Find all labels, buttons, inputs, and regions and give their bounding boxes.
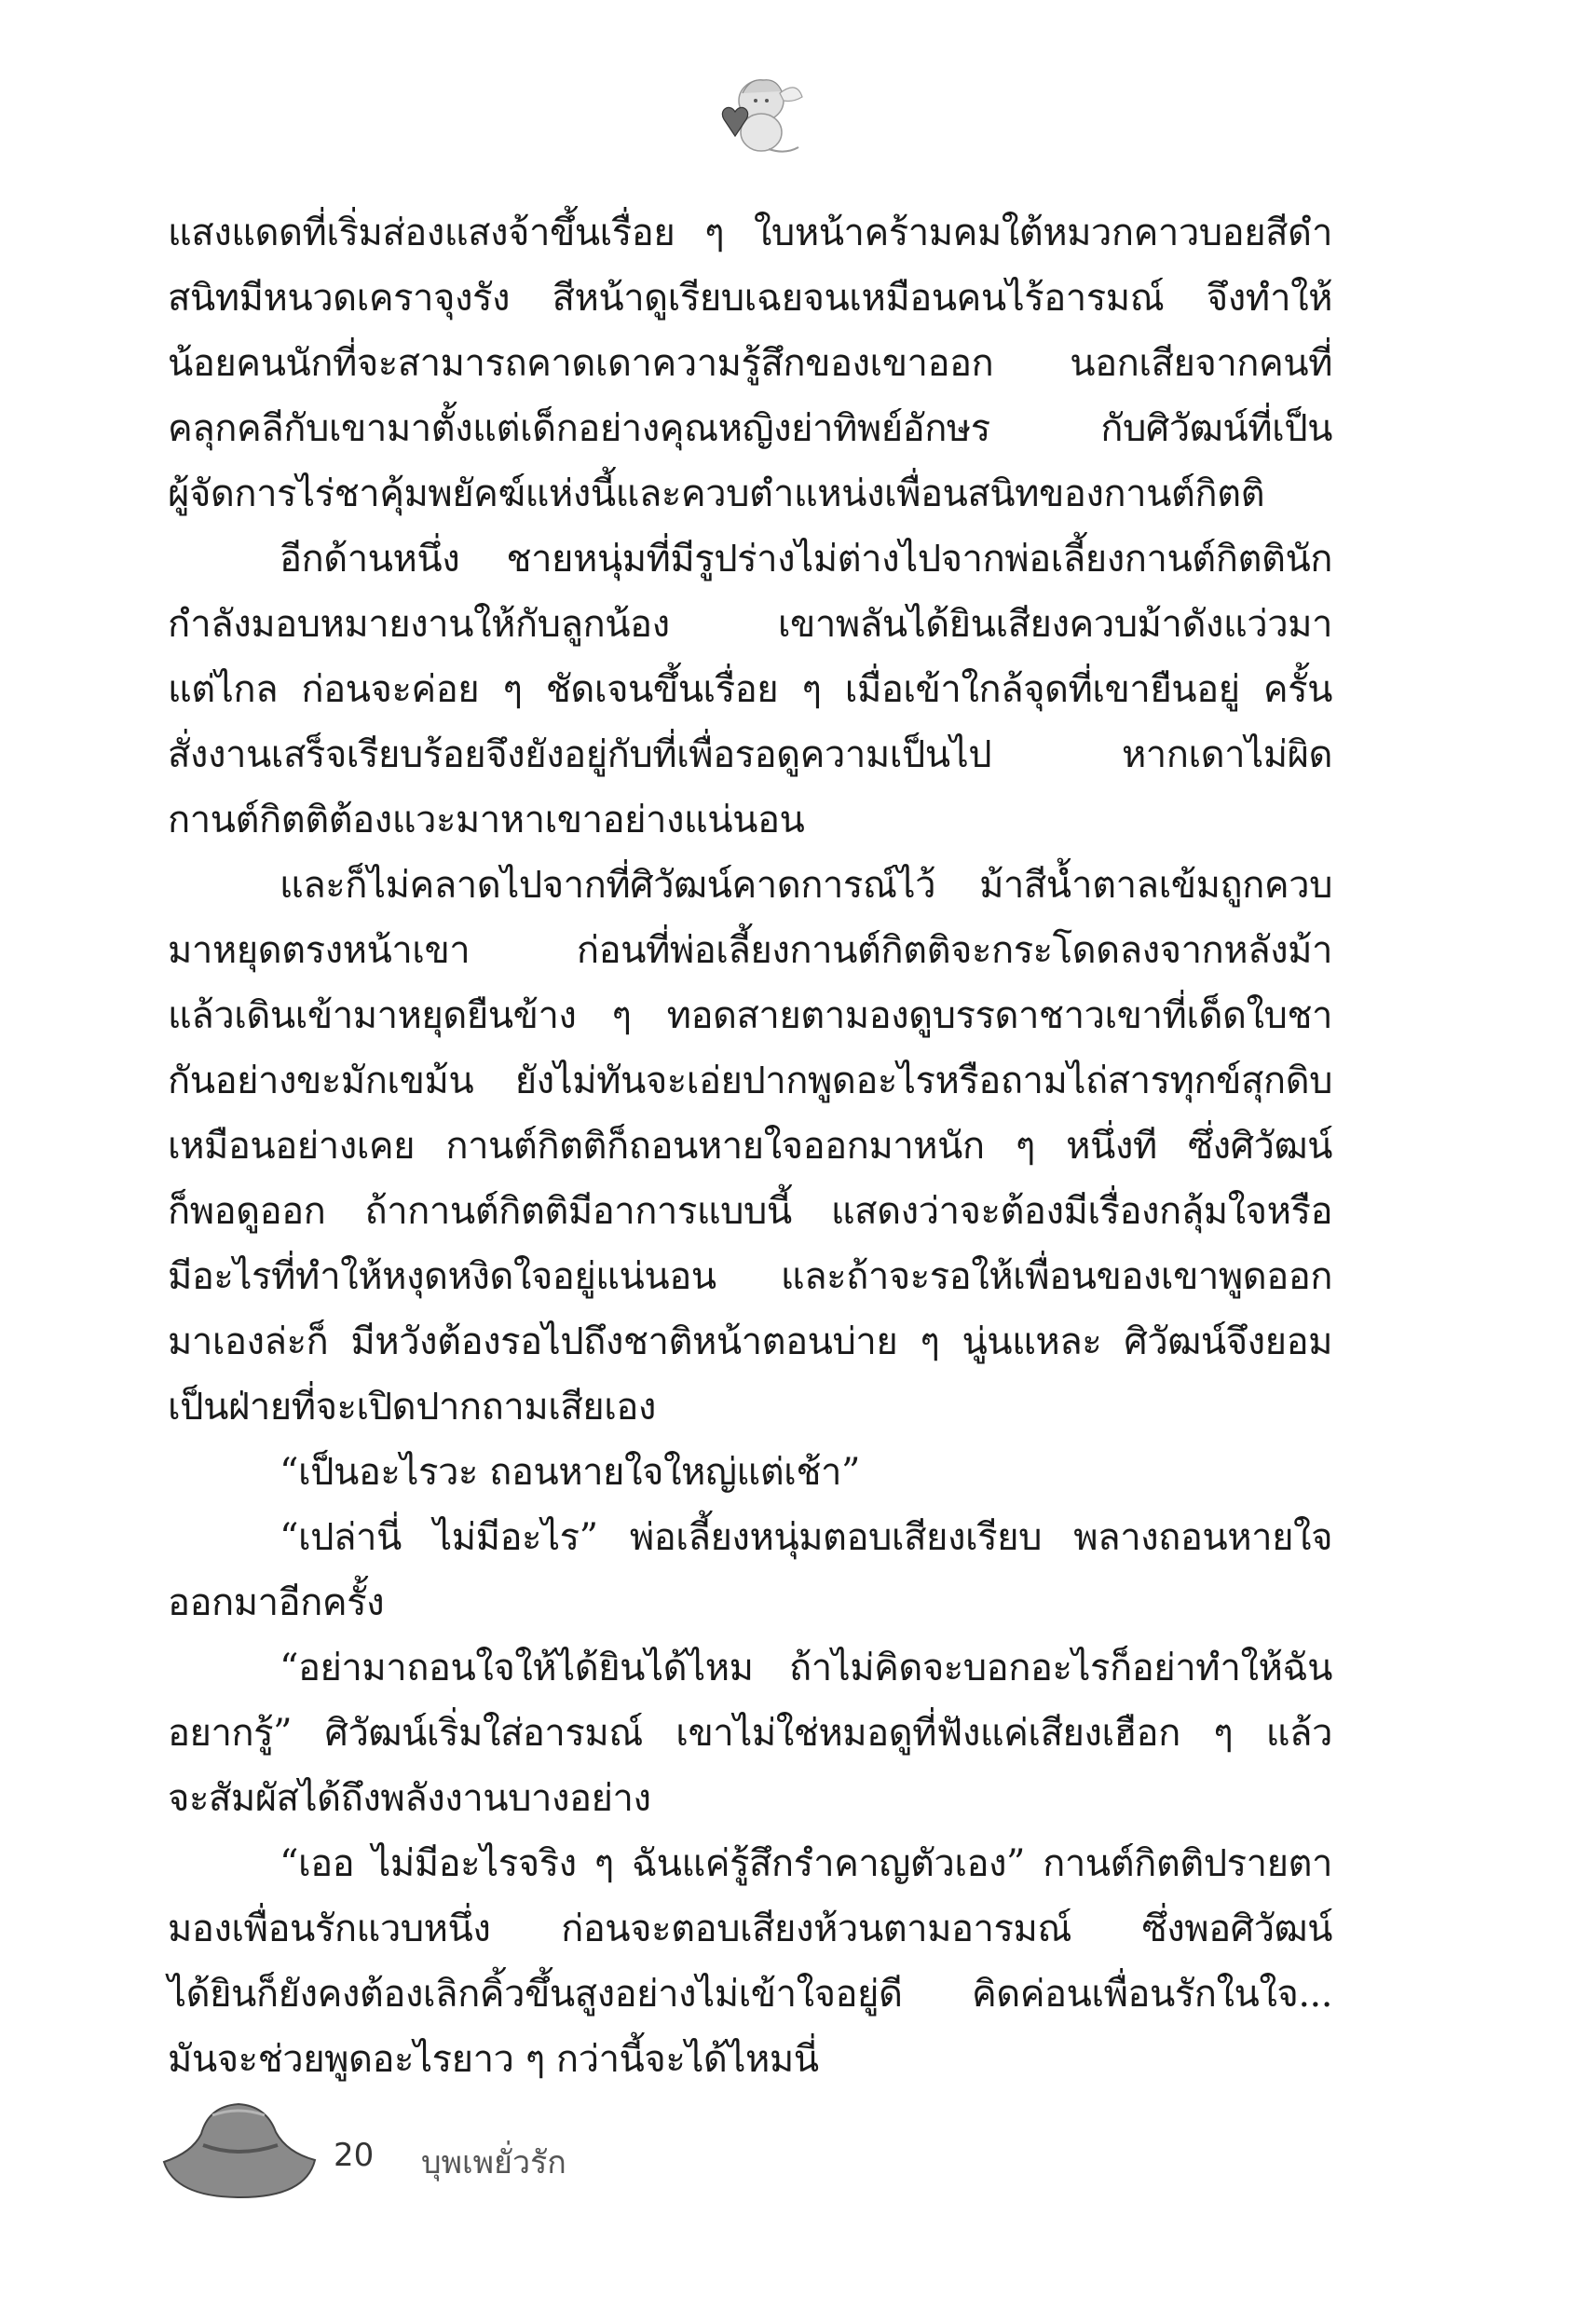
text-line: มาเองล่ะก็ มีหวังต้องรอไปถึงชาติหน้าตอนบ่าย ๆ นู่นแหละ ศิวัฒน์จึงยอม [168,1320,1332,1363]
text-line: มีอะไรที่ทำให้หงุดหงิดใจอยู่แน่นอน และถ้าจะรอให้เพื่อนของเขาพูดออก [168,1255,1332,1298]
page-number: 20 [334,2137,375,2174]
text-line: “เปล่านี่ ไม่มีอะไร” พ่อเลี้ยงหนุ่มตอบเสียงเรียบ พลางถอนหายใจ [280,1516,1332,1559]
text-line: อีกด้านหนึ่ง ชายหนุ่มที่มีรูปร่างไม่ต่างไปจากพ่อเลี้ยงกานต์กิตตินัก [280,538,1332,581]
text-line: จะสัมผัสได้ถึงพลังงานบางอย่าง [168,1777,651,1820]
text-line: สนิทมีหนวดเคราจุงรัง สีหน้าดูเรียบเฉยจนเหมือนคนไร้อารมณ์ จึงทำให้ [168,277,1332,320]
text-line: ก็พอดูออก ถ้ากานต์กิตติมีอาการแบบนี้ แสดงว่าจะต้องมีเรื่องกลุ้มใจหรือ [168,1190,1332,1233]
text-line: น้อยคนนักที่จะสามารถคาดเดาความรู้สึกของเขาออก นอกเสียจากคนที่ [168,342,1332,385]
text-line: อยากรู้” ศิวัฒน์เริ่มใส่อารมณ์ เขาไม่ใช่หมอดูที่ฟังแค่เสียงเฮือก ๆ แล้ว [168,1712,1332,1755]
text-line: มาหยุดตรงหน้าเขา ก่อนที่พ่อเลี้ยงกานต์กิตติจะกระโดดลงจากหลังม้า [168,929,1332,972]
text-line: เป็นฝ่ายที่จะเปิดปากถามเสียเอง [168,1386,656,1429]
text-line: ได้ยินก็ยังคงต้องเลิกคิ้วขึ้นสูงอย่างไม่เข้าใจอยู่ดี คิดค่อนเพื่อนรักในใจ... [168,1973,1332,2016]
text-line: มองเพื่อนรักแวบหนึ่ง ก่อนจะตอบเสียงห้วนตามอารมณ์ ซึ่งพอศิวัฒน์ [168,1908,1332,1950]
text-line: กานต์กิตติต้องแวะมาหาเขาอย่างแน่นอน [168,799,805,841]
text-line: “อย่ามาถอนใจให้ได้ยินได้ไหม ถ้าไม่คิดจะบอกอะไรก็อย่าทำให้ฉัน [280,1647,1332,1689]
text-line: แสงแดดที่เริ่มส่องแสงจ้าขึ้นเรื่อย ๆ ใบหน้าคร้ามคมใต้หมวกคาวบอยสีดำ [168,212,1332,254]
text-line: แล้วเดินเข้ามาหยุดยืนข้าง ๆ ทอดสายตามองดูบรรดาชาวเขาที่เด็ดใบชา [168,994,1332,1037]
text-line: “เออ ไม่มีอะไรจริง ๆ ฉันแค่รู้สึกรำคาญตัวเอง” กานต์กิตติปรายตา [280,1842,1332,1885]
cowboy-hat-icon [157,2097,320,2227]
cupid-with-heart-icon [703,65,806,163]
text-line: เหมือนอย่างเคย กานต์กิตติก็ถอนหายใจออกมาหนัก ๆ หนึ่งที ซึ่งศิวัฒน์ [168,1125,1332,1168]
text-line: คลุกคลีกับเขามาตั้งแต่เด็กอย่างคุณหญิงย่าทิพย์อักษร กับศิวัฒน์ที่เป็น [168,407,1332,450]
text-line: ผู้จัดการไร่ชาคุ้มพยัคฆ์แห่งนี้และควบตำแหน่งเพื่อนสนิทของกานต์กิตติ [168,472,1265,515]
text-line: และก็ไม่คลาดไปจากที่ศิวัฒน์คาดการณ์ไว้ ม้าสีน้ำตาลเข้มถูกควบ [280,864,1332,907]
text-line: กำลังมอบหมายงานให้กับลูกน้อง เขาพลันได้ยินเสียงควบม้าดังแว่วมา [168,603,1332,646]
text-line: กันอย่างขะมักเขม้น ยังไม่ทันจะเอ่ยปากพูดอะไรหรือถามไถ่สารทุกข์สุกดิบ [168,1060,1332,1102]
text-line: สั่งงานเสร็จเรียบร้อยจึงยังอยู่กับที่เพื่อรอดูความเป็นไป หากเดาไม่ผิด [168,733,1332,776]
text-line: “เป็นอะไรวะ ถอนหายใจใหญ่แต่เช้า” [280,1451,860,1494]
text-line: มันจะช่วยพูดอะไรยาว ๆ กว่านี้จะได้ไหมนี่ [168,2038,819,2081]
body-text [168,200,1332,2092]
book-title: บุพเพยั่วรัก [421,2144,566,2181]
text-line: แต่ไกล ก่อนจะค่อย ๆ ชัดเจนขึ้นเรื่อย ๆ เมื่อเข้าใกล้จุดที่เขายืนอยู่ ครั้น [168,668,1332,711]
text-line: ออกมาอีกครั้ง [168,1581,385,1624]
